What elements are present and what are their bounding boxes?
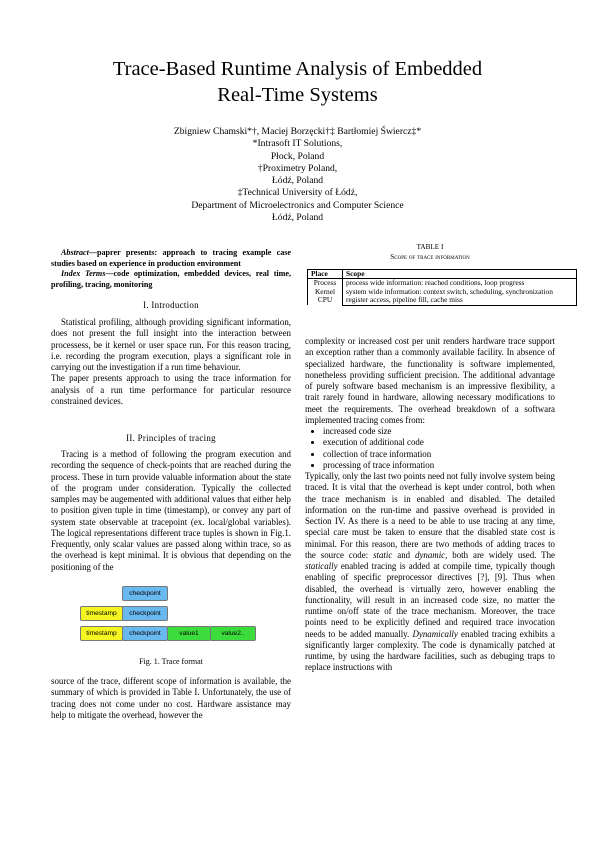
- value-box: value2..: [210, 626, 256, 641]
- value-box: value1: [167, 626, 211, 641]
- paragraph: The paper presents approach to using the trace information for analysis of a run time performance for particular resource constrained devices.: [51, 373, 291, 406]
- affiliation-2: †Proximetry Poland, Łódź, Poland: [257, 162, 338, 187]
- scope-table: [307, 269, 577, 306]
- left-column-continuation: [51, 676, 291, 721]
- overhead-list: [305, 426, 555, 471]
- author-names: Zbigniew Chamski*†, Maciej Borzęcki†‡ Bartłomiej Świercz‡*: [173, 126, 422, 137]
- section-2-heading: II. Principles of tracing: [126, 433, 216, 443]
- column-header: Place: [308, 270, 343, 279]
- column-header: Scope: [343, 270, 577, 279]
- table-row: [308, 279, 577, 305]
- table-caption: TABLE I Scope of trace information: [390, 243, 470, 261]
- right-column-body: [305, 336, 555, 674]
- timestamp-box: timestamp: [80, 626, 123, 641]
- table-cell: Process Kernel CPU: [308, 279, 343, 305]
- table-cell: process wide information: reached conditions, loop progress system wide information: context switch, scheduling, synchronization register access, pipeline fill, cache miss: [343, 279, 577, 305]
- trace-format-figure: [80, 586, 270, 650]
- checkpoint-box: checkpoint: [122, 586, 168, 601]
- list-item: • increased code size: [323, 426, 555, 437]
- timestamp-box: timestamp: [80, 606, 123, 621]
- paragraph: Statistical profiling, although providing significant information, does not present the full insight into the interaction between processess, be it kernel or user space run. For this reason tracing, i.e. recording the program execution, plays a significant role in carrying out the investigation if a run time behaviour.: [51, 317, 291, 372]
- abstract: Abstract—paprer presents: approach to tracing example case studies based on experience in production environment Index Terms—code optimization, embedded devices, real time, profiling, tracing, monitoring: [51, 248, 291, 290]
- section-1-body: [51, 317, 291, 407]
- section-1-heading: I. Introduction: [143, 300, 199, 310]
- affiliation-1: *Intrasoft IT Solutions, Płock, Poland: [252, 138, 343, 162]
- checkpoint-box: checkpoint: [122, 626, 168, 641]
- paragraph: Typically, only the last two points need not fully involve system being traced. It is vital that the overhead is kept under control, both when the trace mechanism is in enabled and disabled. The detailed information on the run-time and passive overhead is provided in Section IV. As there is a need to be able to use tracing at any time, special care must be taken to ensure that the disabled state cost is minimal. For this reason, there are two methods of adding traces to the source code: static and dynamic, both are widely used. The statically enabled tracing is added at compile time, typically though enabling of specific preprocessor directives [?], [9]. Thus when disabled, the overhead is virtually zero, however enabling the functionality, will result in an increased code size, no matter the runtime on/off state of the trace mechanism. Moreover, the trace points need to be explicitly defined and required trace invocation needs to be added manually. Dynamically enabled tracing exhibits a significantly larger complexity. The code is dynamically patched at runtime, by using the hardware facilities, such as debuging traps to replace instructions with: [305, 471, 555, 673]
- figure-caption: Fig. 1. Trace format: [139, 657, 203, 666]
- list-item: • processing of trace information: [323, 460, 555, 471]
- author-block: [40, 126, 555, 224]
- list-item: • execution of additional code: [323, 437, 555, 448]
- paragraph: source of the trace, different scope of information is available, the summary of which is provided in Table I. Unfortunately, the use of tracing does not come under no cost. Hardware assistance may help to mitigate the overhead, however the: [51, 676, 291, 720]
- paper-title: Trace-Based Runtime Analysis of Embedded Real-Time Systems: [112, 58, 483, 106]
- affiliation-3: ‡Technical University of Łódź, Department of Microelectronics and Computer Science Łódź, Poland: [191, 187, 404, 224]
- checkpoint-box: checkpoint: [122, 606, 168, 621]
- list-item: • collection of trace information: [323, 449, 555, 460]
- paragraph: complexity or increased cost per unit renders hardware trace support an exception rather than a commonly available facility. In absence of specialized hardware, the functionality is software implemented, nonetheless providing sufficient precision. The additional advantage of purely software based mechanism is an impressive flexibility, a trait rarely found in hardware, allowing necessary modifications to meet the requirements. The overhead breakdown of a softwara implemented tracing comes from:: [305, 336, 555, 425]
- paragraph: Tracing is a method of following the program execution and recording the sequence of check-points that are reached during the process. These in turn provide valuable information about the state of the program under consideration. Typically the collected samples may be augemented with additional values that either help to position given tuple in time (timestamp), or convey any part of system state observable at tracepoint (ex. local/global variables). The logical representations different trace tuples is shown in Fig.1. Frequently, only scalar values are passed along within trace, so as the overhead is kept minimal. It is obvious that depending on the positioning of the: [51, 449, 291, 572]
- section-2-body: [51, 449, 291, 573]
